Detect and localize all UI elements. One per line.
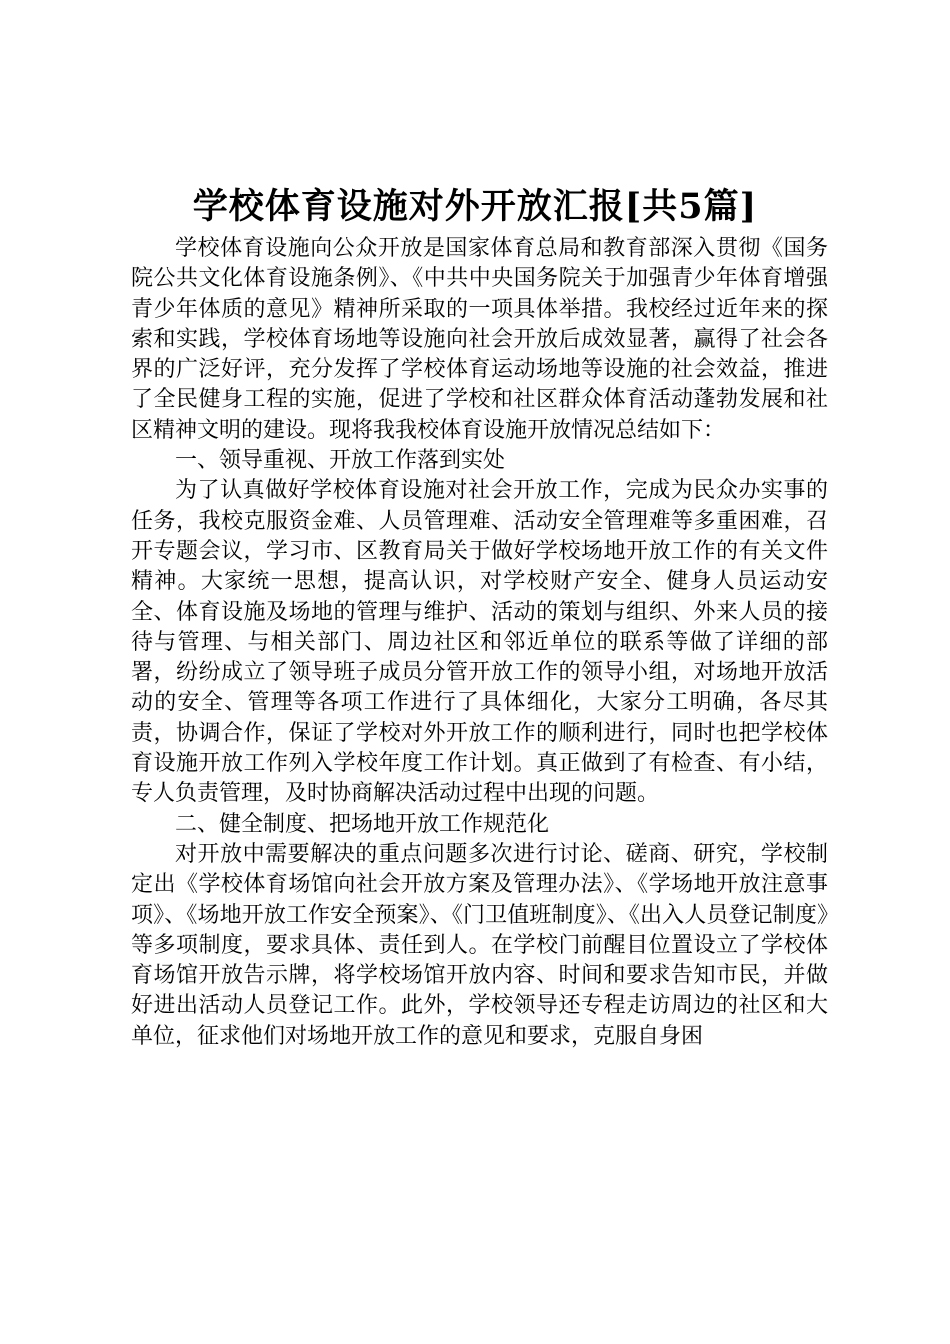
document-body [131, 234, 828, 1052]
document-title: 学校体育设施对外开放汇报[共5篇] [192, 186, 758, 227]
paragraph-section-2: 对开放中需要解决的重点问题多次进行讨论、磋商、研究，学校制定出《学校体育场馆向社会开放方案及管理办法》、《学场地开放注意事项》、《场地开放工作安全预案》、《门卫值班制度》、《出入人员登记制度》等多项制度，要求具体、责任到人。在学校门前醒目位置设立了学校体育场馆开放告示牌，将学校场馆开放内容、时间和要求告知市民，并做好进出活动人员登记工作。此外，学校领导还专程走访周边的社区和大单位，征求他们对场地开放工作的意见和要求，克服自身困 [131, 841, 828, 1049]
section-heading-1: 一、领导重视、开放工作落到实处 [175, 448, 506, 474]
section-heading-2: 二、健全制度、把场地开放工作规范化 [175, 811, 550, 837]
paragraph-section-1: 为了认真做好学校体育设施对社会开放工作，完成为民众办实事的任务，我校克服资金难、人员管理难、活动安全管理难等多重困难，召开专题会议，学习市、区教育局关于做好学校场地开放工作的有关文件精神。大家统一思想，提高认识，对学校财产安全、健身人员运动安全、体育设施及场地的管理与维护、活动的策划与组织、外来人员的接待与管理、与相关部门、周边社区和邻近单位的联系等做了详细的部署，纷纷成立了领导班子成员分管开放工作的领导小组，对场地开放活动的安全、管理等各项工作进行了具体细化，大家分工明确，各尽其责，协调合作，保证了学校对外开放工作的顺利进行，同时也把学校体育设施开放工作列入学校年度工作计划。真正做到了有检查、有小结，专人负责管理，及时协商解决活动过程中出现的问题。 [131, 478, 828, 807]
paragraph-intro: 学校体育设施向公众开放是国家体育总局和教育部深入贯彻《国务院公共文化体育设施条例》、《中共中央国务院关于加强青少年体育增强青少年体质的意见》精神所采取的一项具体举措。我校经过近年来的探索和实践，学校体育场地等设施向社会开放后成效显著，赢得了社会各界的广泛好评，充分发挥了学校体育运动场地等设施的社会效益，推进了全民健身工程的实施，促进了学校和社区群众体育活动蓬勃发展和社区精神文明的建设。现将我我校体育设施开放情况总结如下： [131, 236, 828, 443]
